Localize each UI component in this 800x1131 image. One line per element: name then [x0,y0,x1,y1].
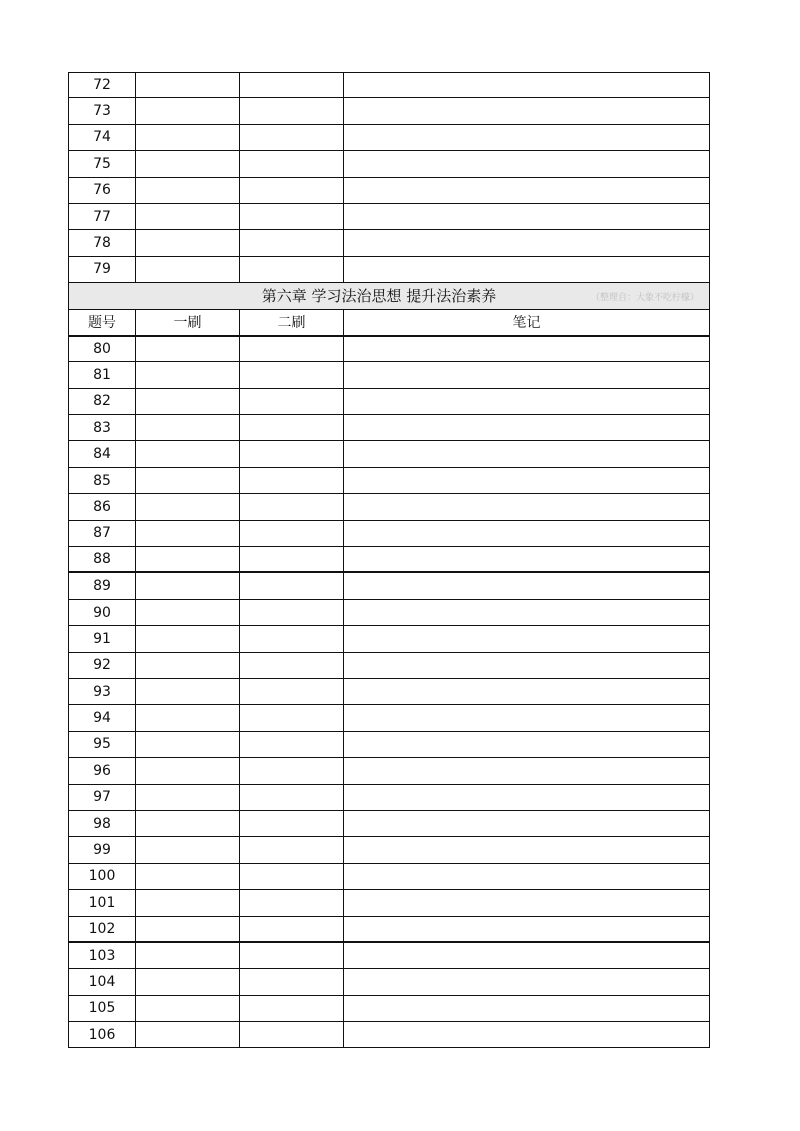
question-number-cell: 77 [68,204,135,229]
first-pass-cell[interactable] [135,600,239,625]
table-row [68,969,710,995]
notes-cell[interactable] [343,230,710,255]
table-row [68,521,710,547]
second-pass-cell[interactable] [239,178,343,203]
notes-cell[interactable] [343,178,710,203]
first-pass-cell[interactable] [135,969,239,994]
second-pass-cell[interactable] [239,547,343,571]
first-pass-cell[interactable] [135,494,239,519]
notes-cell[interactable] [343,389,710,414]
second-pass-cell[interactable] [239,573,343,598]
question-number-cell: 104 [68,969,135,994]
table-row [68,573,710,599]
question-number-cell: 100 [68,864,135,889]
notes-cell[interactable] [343,521,710,546]
chapter-title: 第六章 学习法治思想 提升法治素养 [261,287,497,306]
table-row [68,178,710,204]
first-pass-cell[interactable] [135,811,239,836]
second-pass-cell[interactable] [239,705,343,730]
table-row [68,257,710,283]
table-row [68,72,710,98]
question-number-cell: 92 [68,653,135,678]
question-number-cell: 86 [68,494,135,519]
second-pass-cell[interactable] [239,257,343,282]
table-row [68,441,710,467]
second-pass-cell[interactable] [239,441,343,466]
second-pass-cell[interactable] [239,125,343,150]
second-pass-cell[interactable] [239,230,343,255]
first-pass-cell[interactable] [135,837,239,862]
question-number-cell: 99 [68,837,135,862]
question-number-cell: 75 [68,151,135,176]
notes-cell[interactable] [343,785,710,810]
second-pass-cell[interactable] [239,996,343,1021]
question-number-cell: 93 [68,679,135,704]
first-pass-cell[interactable] [135,337,239,361]
question-number-cell: 89 [68,573,135,598]
second-pass-cell[interactable] [239,890,343,915]
second-pass-cell[interactable] [239,73,343,97]
table-row [68,758,710,784]
table-row [68,547,710,573]
table-row [68,811,710,837]
table-row [68,415,710,441]
first-pass-cell[interactable] [135,573,239,598]
notes-cell[interactable] [343,705,710,730]
second-pass-cell[interactable] [239,362,343,387]
notes-cell[interactable] [343,996,710,1021]
table-row [68,362,710,388]
question-number-cell: 80 [68,337,135,361]
first-pass-cell[interactable] [135,547,239,571]
notes-cell[interactable] [343,1022,710,1047]
table-row [68,732,710,758]
second-pass-cell[interactable] [239,626,343,651]
first-pass-cell[interactable] [135,653,239,678]
practice-log-table [68,72,710,1048]
notes-cell[interactable] [343,758,710,783]
notes-cell[interactable] [343,732,710,757]
first-pass-cell[interactable] [135,864,239,889]
second-pass-cell[interactable] [239,653,343,678]
question-number-cell: 78 [68,230,135,255]
first-pass-cell[interactable] [135,151,239,176]
column-header-row [68,310,710,336]
notes-cell[interactable] [343,679,710,704]
second-pass-cell[interactable] [239,494,343,519]
second-pass-cell[interactable] [239,415,343,440]
table-row [68,389,710,415]
table-row [68,837,710,863]
second-pass-cell[interactable] [239,389,343,414]
notes-cell[interactable] [343,204,710,229]
first-pass-cell[interactable] [135,415,239,440]
notes-cell[interactable] [343,943,710,968]
notes-cell[interactable] [343,151,710,176]
question-number-cell: 83 [68,415,135,440]
header-notes: 笔记 [343,310,710,335]
notes-cell[interactable] [343,415,710,440]
second-pass-cell[interactable] [239,785,343,810]
first-pass-cell[interactable] [135,125,239,150]
second-pass-cell[interactable] [239,864,343,889]
first-pass-cell[interactable] [135,178,239,203]
table-row [68,705,710,731]
first-pass-cell[interactable] [135,679,239,704]
table-row [68,204,710,230]
first-pass-cell[interactable] [135,257,239,282]
question-number-cell: 81 [68,362,135,387]
first-pass-cell[interactable] [135,73,239,97]
table-row [68,468,710,494]
first-pass-cell[interactable] [135,204,239,229]
question-number-cell: 74 [68,125,135,150]
question-number-cell: 95 [68,732,135,757]
first-pass-cell[interactable] [135,943,239,968]
table-row [68,1022,710,1048]
first-pass-cell[interactable] [135,732,239,757]
question-number-cell: 73 [68,98,135,123]
table-row [68,626,710,652]
table-row [68,494,710,520]
question-number-cell: 97 [68,785,135,810]
table-row [68,125,710,151]
table-row [68,653,710,679]
table-row [68,864,710,890]
second-pass-cell[interactable] [239,732,343,757]
notes-cell[interactable] [343,653,710,678]
second-pass-cell[interactable] [239,521,343,546]
second-pass-cell[interactable] [239,811,343,836]
header-second-pass: 二刷 [239,310,343,335]
header-number: 题号 [68,310,135,335]
notes-cell[interactable] [343,98,710,123]
bottom-rows-group [68,336,710,1049]
second-pass-cell[interactable] [239,337,343,361]
notes-cell[interactable] [343,890,710,915]
first-pass-cell[interactable] [135,230,239,255]
first-pass-cell[interactable] [135,1022,239,1047]
second-pass-cell[interactable] [239,758,343,783]
first-pass-cell[interactable] [135,626,239,651]
table-row [68,230,710,256]
table-row [68,943,710,969]
question-number-cell: 72 [68,73,135,97]
table-row [68,151,710,177]
question-number-cell: 94 [68,705,135,730]
question-number-cell: 85 [68,468,135,493]
notes-cell[interactable] [343,837,710,862]
notes-cell[interactable] [343,811,710,836]
second-pass-cell[interactable] [239,204,343,229]
question-number-cell: 88 [68,547,135,571]
first-pass-cell[interactable] [135,362,239,387]
first-pass-cell[interactable] [135,521,239,546]
second-pass-cell[interactable] [239,917,343,941]
notes-cell[interactable] [343,573,710,598]
notes-cell[interactable] [343,441,710,466]
second-pass-cell[interactable] [239,943,343,968]
second-pass-cell[interactable] [239,600,343,625]
first-pass-cell[interactable] [135,705,239,730]
second-pass-cell[interactable] [239,151,343,176]
table-row [68,679,710,705]
question-number-cell: 87 [68,521,135,546]
first-pass-cell[interactable] [135,441,239,466]
table-row [68,890,710,916]
notes-cell[interactable] [343,125,710,150]
second-pass-cell[interactable] [239,837,343,862]
question-number-cell: 79 [68,257,135,282]
second-pass-cell[interactable] [239,969,343,994]
question-number-cell: 90 [68,600,135,625]
notes-cell[interactable] [343,600,710,625]
table-row [68,785,710,811]
notes-cell[interactable] [343,337,710,361]
question-number-cell: 76 [68,178,135,203]
question-number-cell: 105 [68,996,135,1021]
notes-cell[interactable] [343,73,710,97]
table-row [68,98,710,124]
question-number-cell: 106 [68,1022,135,1047]
question-number-cell: 91 [68,626,135,651]
first-pass-cell[interactable] [135,389,239,414]
notes-cell[interactable] [343,547,710,571]
question-number-cell: 103 [68,943,135,968]
notes-cell[interactable] [343,362,710,387]
table-row [68,917,710,943]
first-pass-cell[interactable] [135,996,239,1021]
question-number-cell: 96 [68,758,135,783]
question-number-cell: 82 [68,389,135,414]
question-number-cell: 101 [68,890,135,915]
first-pass-cell[interactable] [135,917,239,941]
notes-cell[interactable] [343,917,710,941]
notes-cell[interactable] [343,494,710,519]
notes-cell[interactable] [343,969,710,994]
first-pass-cell[interactable] [135,758,239,783]
second-pass-cell[interactable] [239,468,343,493]
question-number-cell: 98 [68,811,135,836]
chapter-section-header [68,283,710,309]
first-pass-cell[interactable] [135,890,239,915]
table-row [68,600,710,626]
first-pass-cell[interactable] [135,785,239,810]
table-row [68,996,710,1022]
top-rows-group [68,72,710,283]
notes-cell[interactable] [343,468,710,493]
second-pass-cell[interactable] [239,679,343,704]
second-pass-cell[interactable] [239,1022,343,1047]
header-first-pass: 一刷 [135,310,239,335]
question-number-cell: 102 [68,917,135,941]
credit-note: （整理自：大象不吃柠檬） [590,293,699,304]
table-row [68,336,710,362]
first-pass-cell[interactable] [135,98,239,123]
notes-cell[interactable] [343,864,710,889]
notes-cell[interactable] [343,626,710,651]
first-pass-cell[interactable] [135,468,239,493]
question-number-cell: 84 [68,441,135,466]
notes-cell[interactable] [343,257,710,282]
second-pass-cell[interactable] [239,98,343,123]
